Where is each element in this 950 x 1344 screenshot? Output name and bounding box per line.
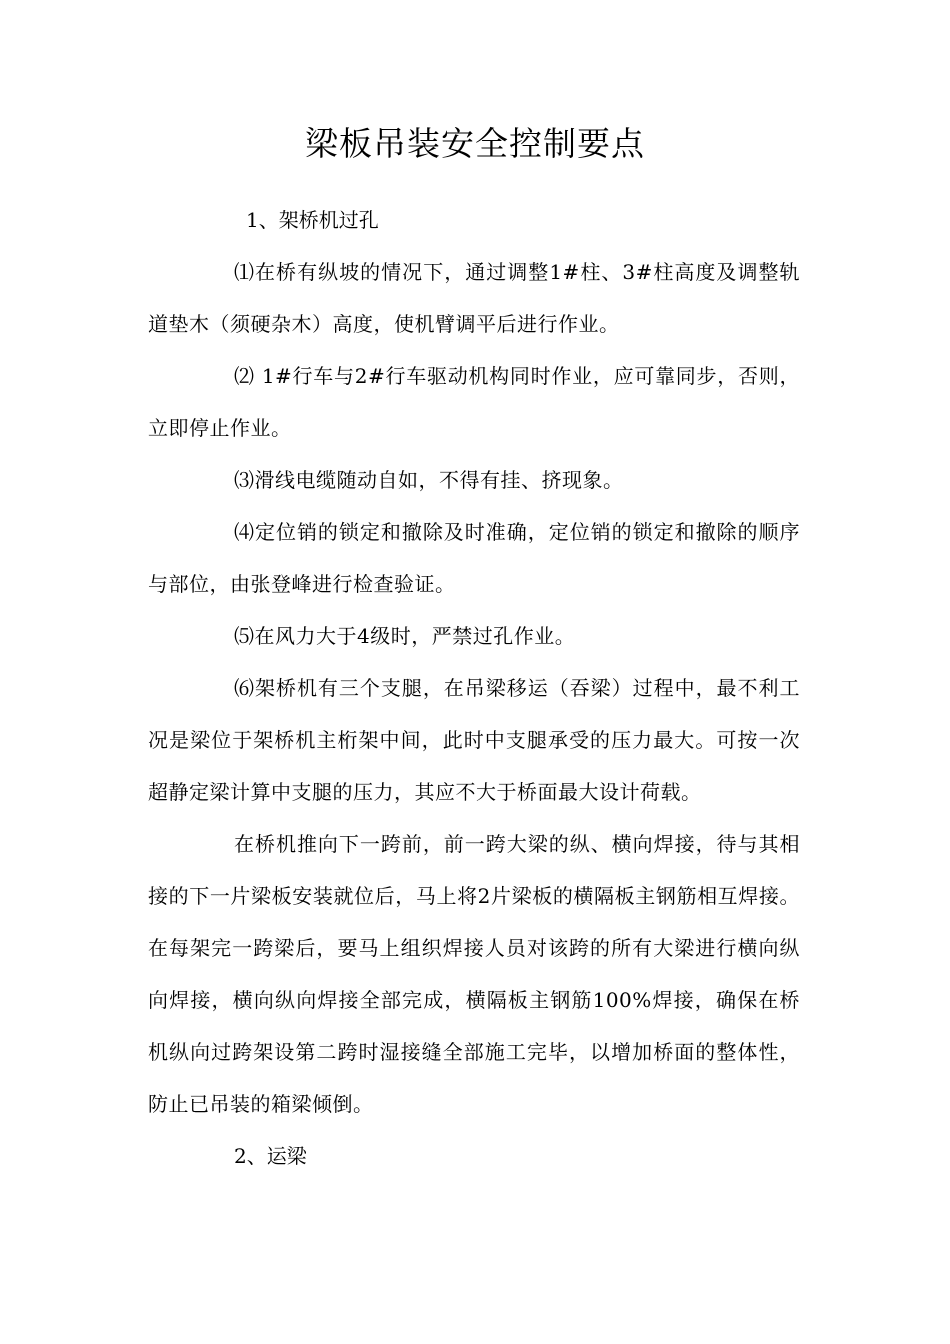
paragraph: ⑸在风力大于4级时，严禁过孔作业。 — [234, 624, 576, 648]
document-body — [148, 194, 800, 1182]
section-heading-2: 2、运梁 — [234, 1144, 307, 1168]
paragraph: ⑶滑线电缆随动自如，不得有挂、挤现象。 — [234, 468, 624, 492]
paragraph: ⑴在桥有纵坡的情况下，通过调整1#柱、3#柱高度及调整轨道垫木（须硬杂木）高度，使机臂调平后进行作业。 — [148, 260, 800, 336]
paragraph: ⑵ 1#行车与2#行车驱动机构同时作业，应可靠同步，否则，立即停止作业。 — [148, 364, 800, 440]
page-title: 梁板吊装安全控制要点 — [305, 124, 645, 163]
paragraph: ⑷定位销的锁定和撤除及时准确，定位销的锁定和撤除的顺序与部位，由张登峰进行检查验证。 — [148, 520, 800, 596]
paragraph: 在桥机推向下一跨前，前一跨大梁的纵、横向焊接，待与其相接的下一片梁板安装就位后，马上将2片梁板的横隔板主钢筋相互焊接。在每架完一跨梁后，要马上组织焊接人员对该跨的所有大梁进行横向纵向焊接，横向纵向焊接全部完成，横隔板主钢筋100%焊接，确保在桥机纵向过跨架设第二跨时湿接缝全部施工完毕，以增加桥面的整体性，防止已吊装的箱梁倾倒。 — [148, 832, 800, 1116]
paragraph: ⑹架桥机有三个支腿，在吊梁移运（吞梁）过程中，最不利工况是梁位于架桥机主桁架中间，此时中支腿承受的压力最大。可按一次超静定梁计算中支腿的压力，其应不大于桥面最大设计荷载。 — [148, 676, 800, 804]
section-heading-1: 1、架桥机过孔 — [246, 208, 379, 232]
